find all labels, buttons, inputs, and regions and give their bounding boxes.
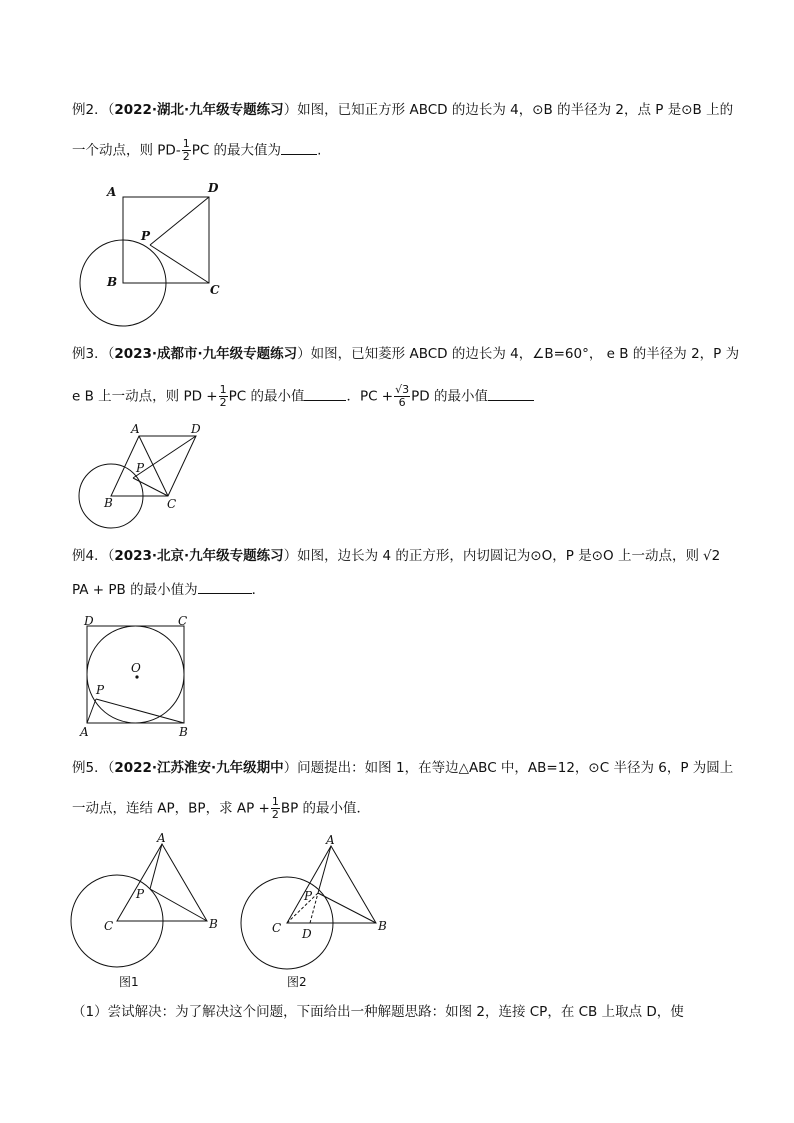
ex3-label-c: C (167, 497, 177, 511)
ex5-text1: ）问题提出：如图 1，在等边△ABC 中，AB=12，⊙C 半径为 6，P 为圆上 (283, 760, 734, 776)
ex3-label-a: A (131, 422, 140, 436)
ex2-label-b: B (107, 275, 118, 289)
ex5-fig2-label-d: D (302, 927, 312, 941)
ex4-text2b: ． (251, 582, 266, 598)
ex5-fig1-segment-ap (150, 844, 162, 889)
ex3-frac2-den: 6 (398, 396, 406, 409)
ex5-fig2-label-a: A (326, 833, 335, 847)
ex5-fig2-segment-cp (287, 893, 318, 923)
ex3-frac1-num: 1 (219, 383, 227, 396)
ex3-label-b: B (104, 496, 113, 510)
ex4-label-p: P (96, 683, 105, 697)
ex5-text2b: BP 的最小值． (280, 800, 371, 817)
ex2-label-d: D (208, 181, 219, 195)
ex2-label-p: P (141, 229, 151, 243)
ex2-text2b: PC 的最大值为 (191, 142, 282, 159)
ex4-text1: ）如图，边长为 4 的正方形，内切圆记为⊙O，P 是⊙O 上一动点，则 (283, 548, 699, 564)
ex5-fig2-segment-ap (318, 846, 331, 893)
ex4-prefix: 例4．（ (72, 548, 115, 564)
ex4-label-a: A (80, 725, 89, 739)
ex5-fig2-caption: 图2 (287, 975, 307, 989)
ex2-text2a: 一个动点，则 PD- (72, 142, 181, 159)
ex5-fig2-label-p: P (304, 889, 313, 903)
ex4-label-d: D (84, 614, 94, 628)
ex5-fig2 (241, 833, 387, 989)
ex4-label-b: B (179, 725, 188, 739)
ex5-frac-num: 1 (271, 795, 279, 808)
ex3-frac2-num: √3 (395, 383, 410, 396)
ex5-fig2-label-c: C (272, 921, 282, 935)
ex5-part1: （1）尝试解决：为了解决这个问题，下面给出一种解题思路：如图 2，连接 CP，在 CB 上取点 D，使 (72, 1004, 684, 1020)
ex3-text2d: PD 的最小值 (411, 388, 488, 405)
ex4-label-o: O (131, 661, 141, 675)
ex2-label-a: A (107, 185, 117, 199)
ex5-fig2-label-b: B (378, 919, 387, 933)
ex5-fig1-label-b: B (209, 917, 218, 931)
ex3-frac1-den: 2 (219, 396, 227, 409)
ex4-source: 2023·北京·九年级专题练习 (114, 548, 284, 564)
ex4-text2a: PA + PB 的最小值为 (72, 582, 198, 598)
ex2-text2c: . (317, 142, 322, 159)
ex5-fig1-caption: 图1 (119, 975, 139, 989)
ex3-text2a: e B 上一动点，则 PD + (72, 388, 218, 405)
ex3-prefix: 例3．（ (72, 346, 115, 362)
ex5-frac-den: 2 (271, 808, 279, 821)
ex4-label-c: C (178, 614, 188, 628)
ex5-fig1-segment-bp (150, 889, 207, 921)
ex3-label-p: P (136, 461, 145, 475)
ex2-source: 2022·湖北·九年级专题练习 (114, 102, 284, 118)
ex4-sqrt: √2 (702, 548, 721, 564)
ex5-prefix: 例5．（ (72, 760, 115, 776)
ex5-fig1-label-a: A (157, 831, 166, 845)
ex2-label-c: C (210, 283, 220, 297)
ex3-source: 2023·成都市·九年级专题练习 (114, 346, 298, 362)
ex2-prefix: 例2．（ (72, 102, 115, 118)
ex3-label-d: D (191, 422, 201, 436)
ex5-source: 2022·江苏淮安·九年级期中 (114, 760, 284, 776)
ex5-text2a: 一动点，连结 AP，BP，求 AP + (72, 800, 270, 817)
ex5-fig1-label-c: C (104, 919, 114, 933)
ex5-fig1-label-p: P (136, 887, 145, 901)
ex2-frac-num: 1 (182, 137, 190, 150)
ex5-fig1 (71, 831, 218, 989)
ex3-text2c: ．PC + (346, 388, 394, 405)
ex2-text1: ）如图，已知正方形 ABCD 的边长为 4，⊙B 的半径为 2，点 P 是⊙B 上的 (283, 102, 734, 118)
ex3-text1: ）如图，已知菱形 ABCD 的边长为 4，∠B=60°， e B 的半径为 2，P 为 (297, 346, 740, 362)
ex2-frac-den: 2 (182, 150, 190, 163)
ex3-text2b: PC 的最小值 (228, 388, 305, 405)
